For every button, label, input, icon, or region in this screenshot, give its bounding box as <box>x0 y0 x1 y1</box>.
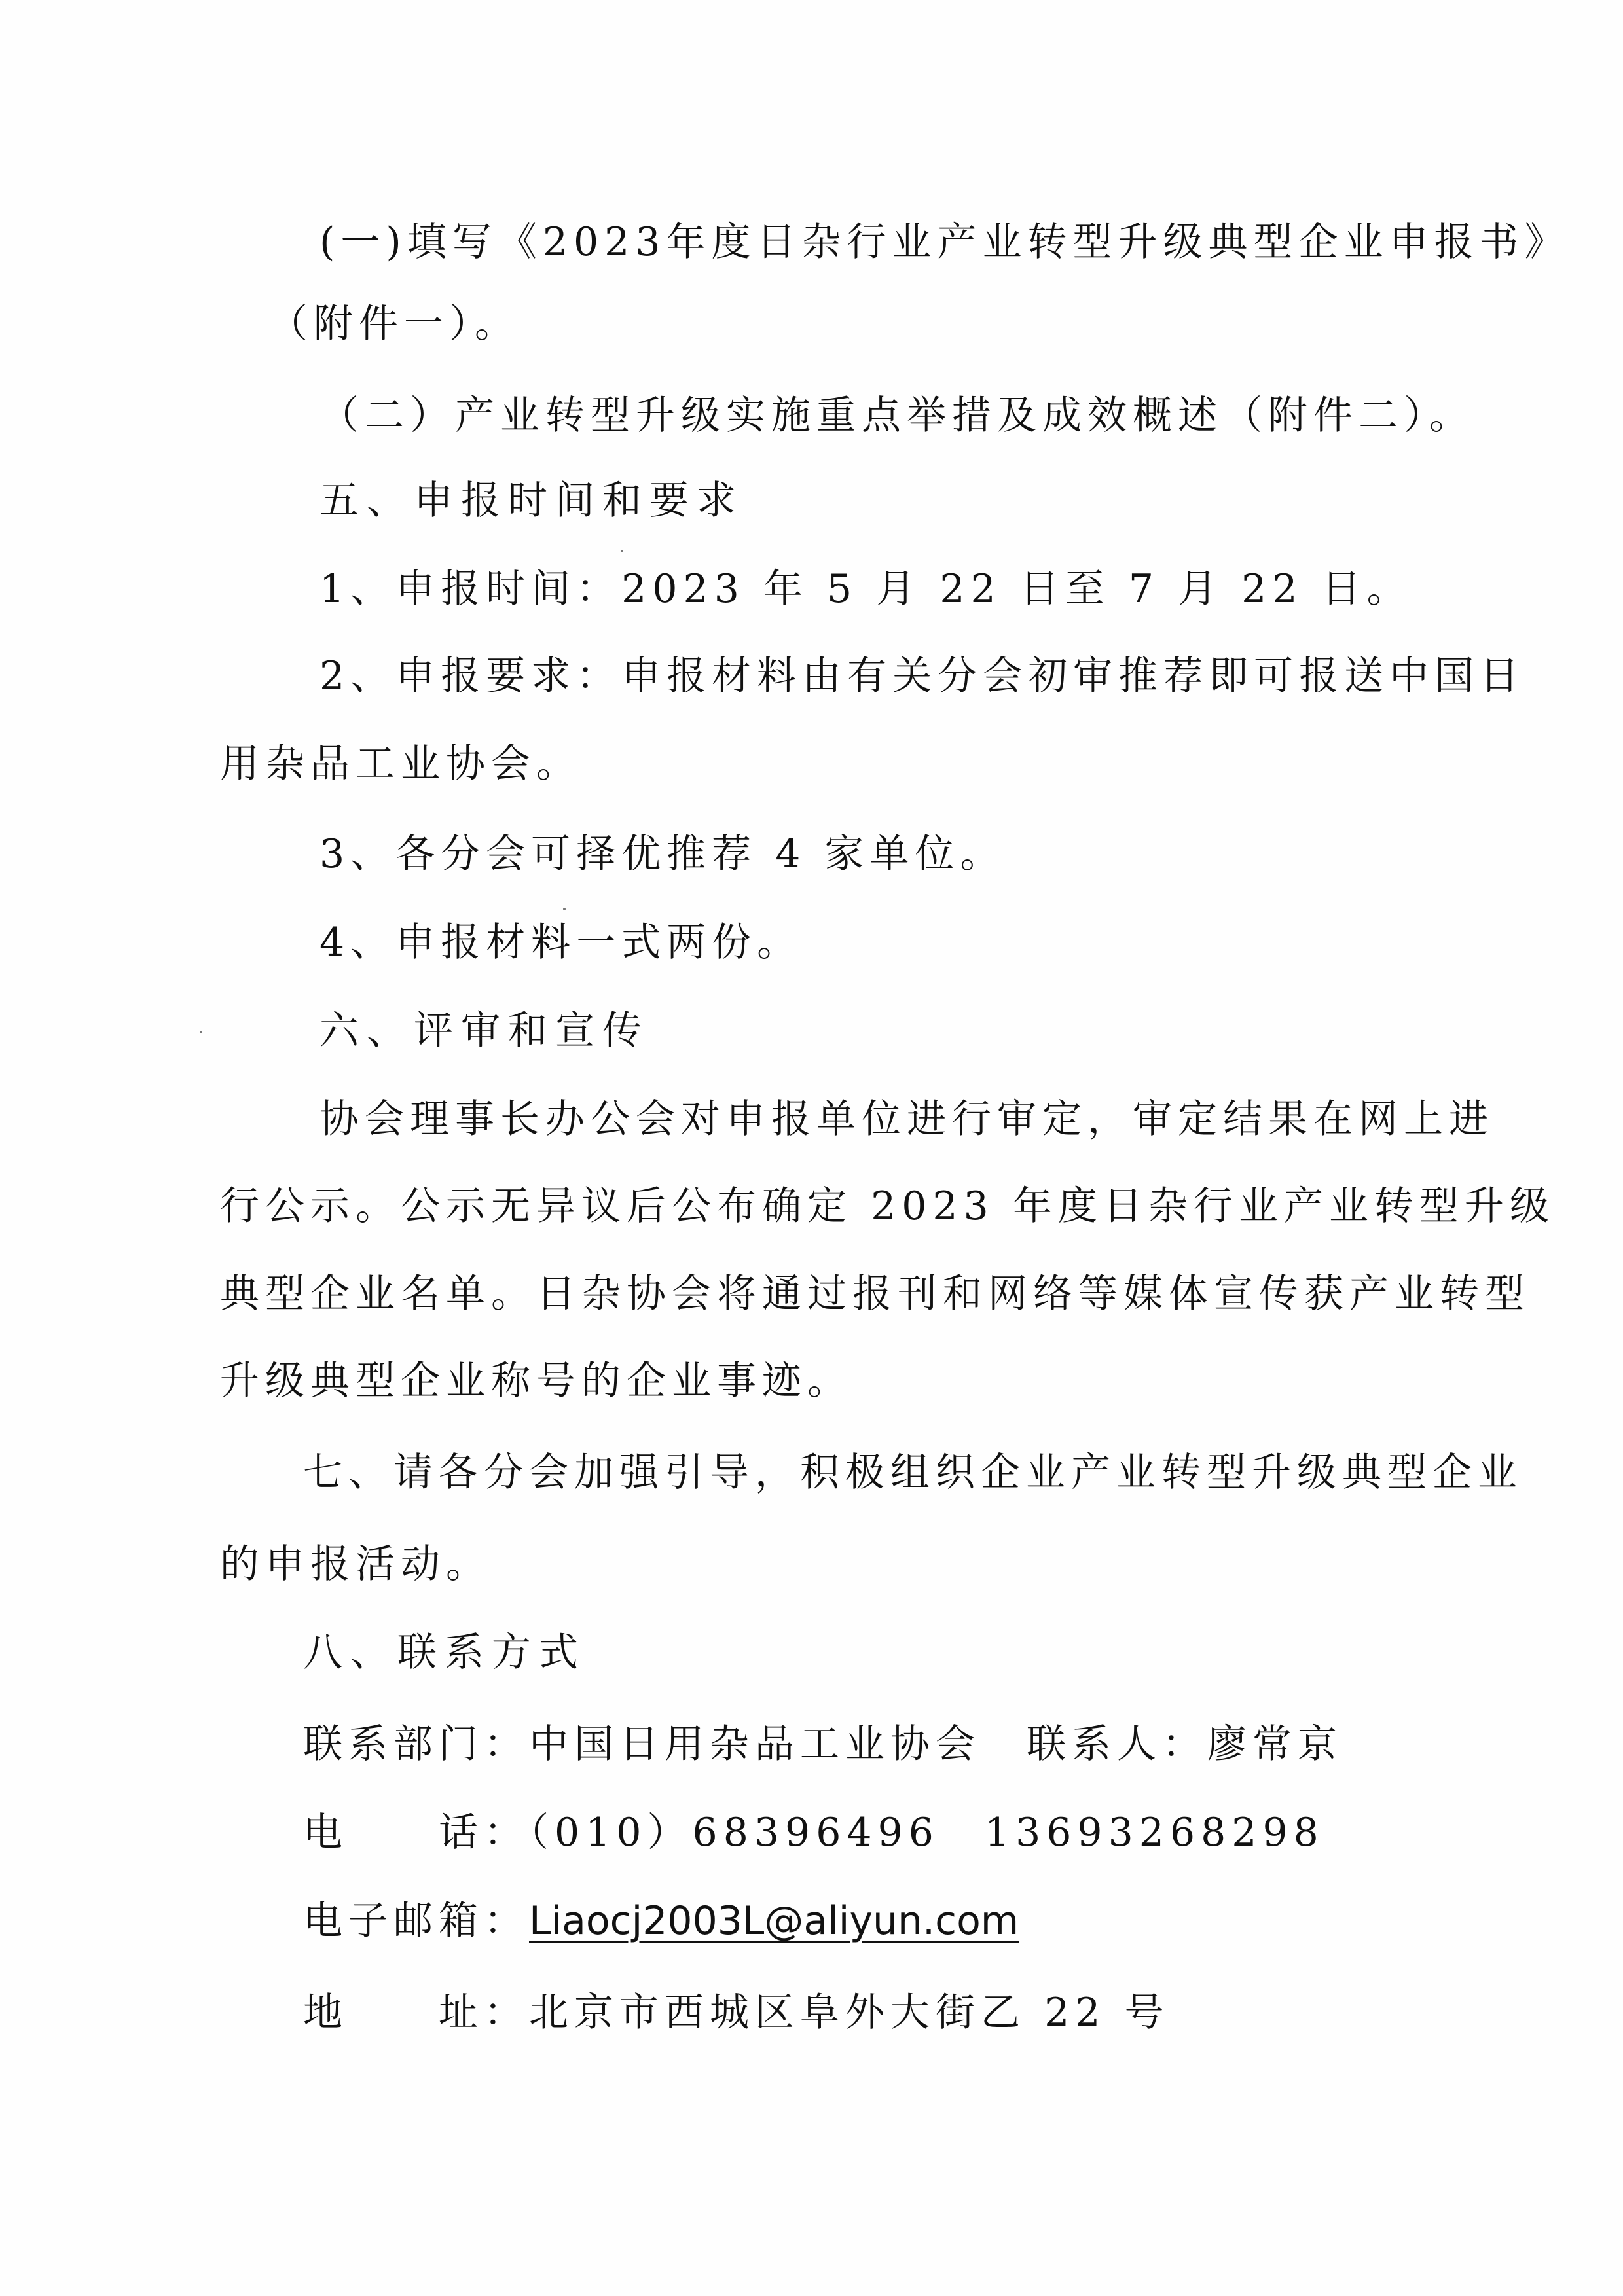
heading-section-5: 五、申报时间和要求 <box>319 478 744 524</box>
contact-phone-label: 电 话： <box>303 1810 529 1856</box>
section-7-line-2: 的申报活动。 <box>220 1541 491 1587</box>
heading-section-6: 六、评审和宣传 <box>319 1008 649 1054</box>
requirement-2-line-2: 用杂品工业协会。 <box>220 741 581 787</box>
contact-email-row <box>303 1895 1019 1947</box>
contact-phone-value: （010）68396496 13693268298 <box>529 1810 1324 1856</box>
contact-address-row <box>303 1986 1170 2039</box>
contact-address-value: 北京市西城区阜外大街乙 22 号 <box>529 1990 1170 2036</box>
contact-department-label: 联系部门： <box>303 1721 529 1767</box>
section-6-line-4: 升级典型企业称号的企业事迹。 <box>220 1358 852 1404</box>
section-6-line-1: 协会理事长办公会对申报单位进行审定，审定结果在网上进 <box>319 1096 1494 1142</box>
requirement-1: 1、申报时间：2023 年 5 月 22 日至 7 月 22 日。 <box>319 566 1412 612</box>
requirement-4: 4、申报材料一式两份。 <box>319 920 803 965</box>
scan-speck <box>621 550 623 552</box>
scan-speck <box>200 1031 202 1033</box>
item-1-line-1: (一)填写《2023年度日杂行业产业转型升级典型企业申报书》 <box>319 219 1570 265</box>
section-7-line-1: 七、请各分会加强引导，积极组织企业产业转型升级典型企业 <box>303 1450 1523 1496</box>
contact-department-row <box>303 1718 1343 1770</box>
requirement-2-line-1: 2、申报要求：申报材料由有关分会初审推荐即可报送中国日 <box>319 653 1525 699</box>
section-6-line-2: 行公示。公示无异议后公布确定 2023 年度日杂行业产业转型升级 <box>220 1183 1555 1229</box>
contact-person-label: 联系人： <box>1027 1721 1207 1767</box>
heading-section-8: 八、联系方式 <box>303 1630 586 1676</box>
item-1-line-2: （附件一）。 <box>268 301 520 347</box>
contact-department-value: 中国日用杂品工业协会 <box>529 1721 981 1767</box>
contact-phone-row <box>303 1806 1324 1859</box>
scan-speck <box>563 908 566 910</box>
contact-email-label: 电子邮箱： <box>303 1898 529 1944</box>
item-2: （二）产业转型升级实施重点举措及成效概述（附件二）。 <box>319 393 1474 439</box>
contact-email-link[interactable]: Liaocj2003L@aliyun.com <box>529 1898 1019 1944</box>
contact-address-label: 地 址： <box>303 1990 529 2036</box>
requirement-3: 3、各分会可择优推荐 4 家单位。 <box>319 831 1006 877</box>
section-6-line-3: 典型企业名单。日杂协会将通过报刊和网络等媒体宣传获产业转型 <box>220 1271 1530 1317</box>
contact-person-value: 廖常京 <box>1207 1721 1343 1767</box>
